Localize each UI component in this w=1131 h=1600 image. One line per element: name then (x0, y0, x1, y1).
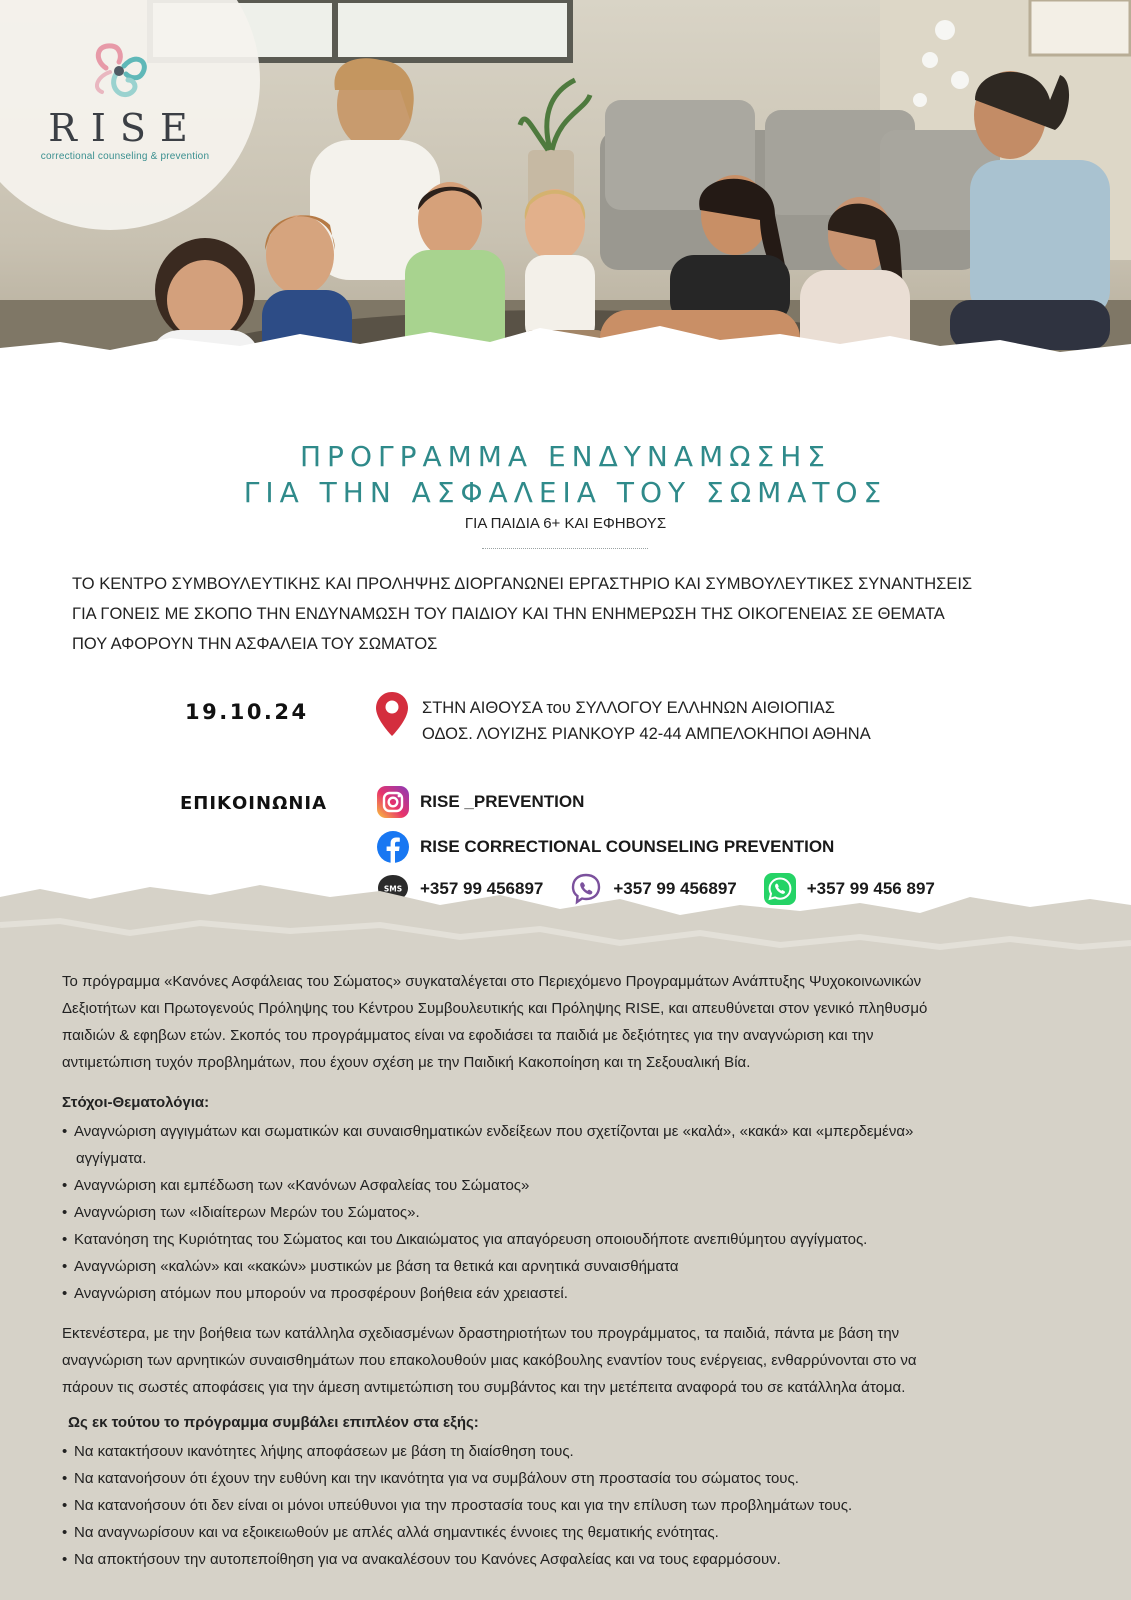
torn-paper-edge (0, 320, 1131, 440)
event-date: 19.10.24 (185, 700, 309, 724)
contributions-heading: Ως εκ τούτου το πρόγραμμα συμβάλει επιπλέον στα εξής: (68, 1414, 479, 1431)
contributions-list (62, 1438, 1072, 1573)
location-line: ΟΔΟΣ. ΛΟΥΙΖΗΣ ΡΙΑΝΚΟΥΡ 42-44 ΑΜΠΕΛΟΚΗΠΟΙ ΑΘΗΝΑ (422, 725, 871, 743)
facebook-page: RISE CORRECTIONAL COUNSELING PREVENTION (420, 837, 835, 856)
contribution-item: • Να κατανοήσουν ότι έχουν την ευθύνη και την ικανότητα για να συμβάλουν στη προστασία του σώματος τους. (62, 1465, 1072, 1492)
instagram-icon (376, 785, 410, 819)
instagram-contact[interactable] (376, 785, 584, 819)
goal-item: • Αναγνώριση ατόμων που μπορούν να προσφέρουν βοήθεια εάν χρειαστεί. (62, 1280, 1072, 1307)
goal-item: • Αναγνώριση και εμπέδωση των «Κανόνων Ασφαλείας του Σώματος» (62, 1172, 1072, 1199)
event-location (422, 695, 871, 747)
title-line-2: ΓΙΑ ΤΗΝ ΑΣΦΑΛΕΙΑ ΤΟΥ ΣΩΜΑΤΟΣ (243, 476, 888, 509)
whatsapp-number: +357 99 456 897 (806, 879, 935, 898)
location-line: ΣΤΗΝ ΑΙΘΟΥΣΑ του ΣΥΛΛΟΓΟΥ ΕΛΛΗΝΩΝ ΑΙΘΙΟΠΙΑΣ (422, 699, 836, 717)
goal-continuation: αγγίγματα. (76, 1150, 147, 1167)
intro-text (72, 569, 1062, 659)
logo-wordmark: RISE (48, 106, 202, 150)
goal-item: • Κατανόηση της Κυριότητας του Σώματος και του Δικαιώματος για απαγόρευση οποιουδήποτε ανεπιθύμητου αγγίγματος. (62, 1226, 1072, 1253)
hero-photo (0, 0, 1131, 440)
sms-number: +357 99 456897 (420, 879, 544, 898)
goal-text: Αναγνώριση αγγιγμάτων και σωματικών και συναισθηματικών ενδείξεων που σχετίζονται με «καλά», «κακά» και «μπερδεμένα» (74, 1123, 914, 1140)
contribution-item: • Να κατακτήσουν ικανότητες λήψης αποφάσεων με βάση τη διαίσθηση τους. (62, 1438, 1072, 1465)
details-line: πάρουν τις σωστές αποφάσεις για την άμεση αντιμετώπιση του συμβάντος και την μετέπειτα αναφορά του σε κατάλληλα άτομα. (62, 1379, 906, 1396)
title-line-1: ΠΡΟΓΡΑΜΜΑ ΕΝΔΥΝΑΜΩΣΗΣ (300, 440, 831, 473)
goal-item: • Αναγνώριση «καλών» και «κακών» μυστικών με βάση τα θετικά και αρνητικά συναισθήματα (62, 1253, 1072, 1280)
contribution-item: • Να κατανοήσουν ότι δεν είναι οι μόνοι υπεύθυνοι για την προστασία τους και για την επίλυση των προβλημάτων τους. (62, 1492, 1072, 1519)
dotted-divider (482, 548, 648, 549)
intro-line: ΠΟΥ ΑΦΟΡΟΥΝ ΤΗΝ ΑΣΦΑΛΕΙΑ ΤΟΥ ΣΩΜΑΤΟΣ (72, 635, 438, 653)
description-line: Δεξιοτήτων και Πρωτογενούς Πρόληψης του Κέντρου Συμβουλευτικής και Πρόληψης RISE, και απευθύνεται στον γενικό πληθυσμό (62, 1000, 928, 1017)
goal-item (62, 1118, 1072, 1172)
goal-item: • Αναγνώριση των «Ιδιαίτερων Μερών του Σώματος». (62, 1199, 1072, 1226)
subtitle: ΓΙΑ ΠΑΙΔΙΑ 6+ ΚΑΙ ΕΦΗΒΟΥΣ (464, 515, 667, 532)
details-line: αναγνώριση των αρνητικών συναισθημάτων που επακολουθούν μιας κακόβουλης εναντίον τους ενέργειας, ενθαρρύνονται στο να (62, 1352, 917, 1369)
description-line: παιδιών & εφηβων ετών. Σκοπός του προγράμματος είναι να εφοδιάσει τα παιδιά με δεξιότητες για την αναγνώριση και την (62, 1027, 874, 1044)
viber-number: +357 99 456897 (613, 879, 737, 898)
location-pin-icon (374, 690, 410, 738)
logo-tagline: correctional counseling & prevention (40, 151, 210, 162)
rise-logo-icon (86, 38, 152, 104)
program-details (62, 1320, 1072, 1401)
instagram-handle: RISE _PREVENTION (420, 792, 585, 811)
description-line: Το πρόγραμμα «Κανόνες Ασφάλειας του Σώματος» συγκαταλέγεται στο Περιεχόμενο Προγραμμάτων Ανάπτυξης Ψυχοκοινωνικών (62, 973, 922, 990)
sms-badge-text: SMS (383, 884, 403, 894)
facebook-contact[interactable] (376, 830, 834, 864)
goals-heading: Στόχοι-Θεματολόγια: (62, 1094, 210, 1111)
contact-label: ΕΠΙΚΟΙΝΩΝΙΑ (180, 793, 328, 814)
intro-line: ΤΟ ΚΕΝΤΡΟ ΣΥΜΒΟΥΛΕΥΤΙΚΗΣ ΚΑΙ ΠΡΟΛΗΨΗΣ ΔΙΟΡΓΑΝΩΝΕΙ ΕΡΓΑΣΤΗΡΙΟ ΚΑΙ ΣΥΜΒΟΥΛΕΥΤΙΚΕΣ ΣΥΝΑΝΤΗΣΕΙΣ (72, 575, 973, 593)
facebook-icon (376, 830, 410, 864)
contribution-item: • Να αποκτήσουν την αυτοπεποίθηση για να ανακαλέσουν του Κανόνες Ασφαλείας και να τους εφαρμόσουν. (62, 1546, 1072, 1573)
contribution-item: • Να αναγνωρίσουν και να εξοικειωθούν με απλές αλλά σημαντικές έννοιες της θεματικής ενότητας. (62, 1519, 1072, 1546)
intro-line: ΓΙΑ ΓΟΝΕΙΣ ΜΕ ΣΚΟΠΟ ΤΗΝ ΕΝΔΥΝΑΜΩΣΗ ΤΟΥ ΠΑΙΔΙΟΥ ΚΑΙ ΤΗΝ ΕΝΗΜΕΡΩΣΗ ΤΗΣ ΟΙΚΟΓΕΝΕΙΑΣ ΣΕ ΘΕΜΑΤΑ (72, 605, 945, 623)
description-line: αντιμετώπιση τυχόν προβλημάτων, που έχουν σχέση με την Παιδική Κακοποίηση και τη Σεξουαλική Βία. (62, 1054, 751, 1071)
program-description (62, 968, 1072, 1076)
details-line: Εκτενέστερα, με την βοήθεια των κατάλληλα σχεδιασμένων δραστηριοτήτων του προγράμματος, τα παιδιά, πάντα με βάση την (62, 1325, 900, 1342)
goals-list (62, 1118, 1072, 1307)
